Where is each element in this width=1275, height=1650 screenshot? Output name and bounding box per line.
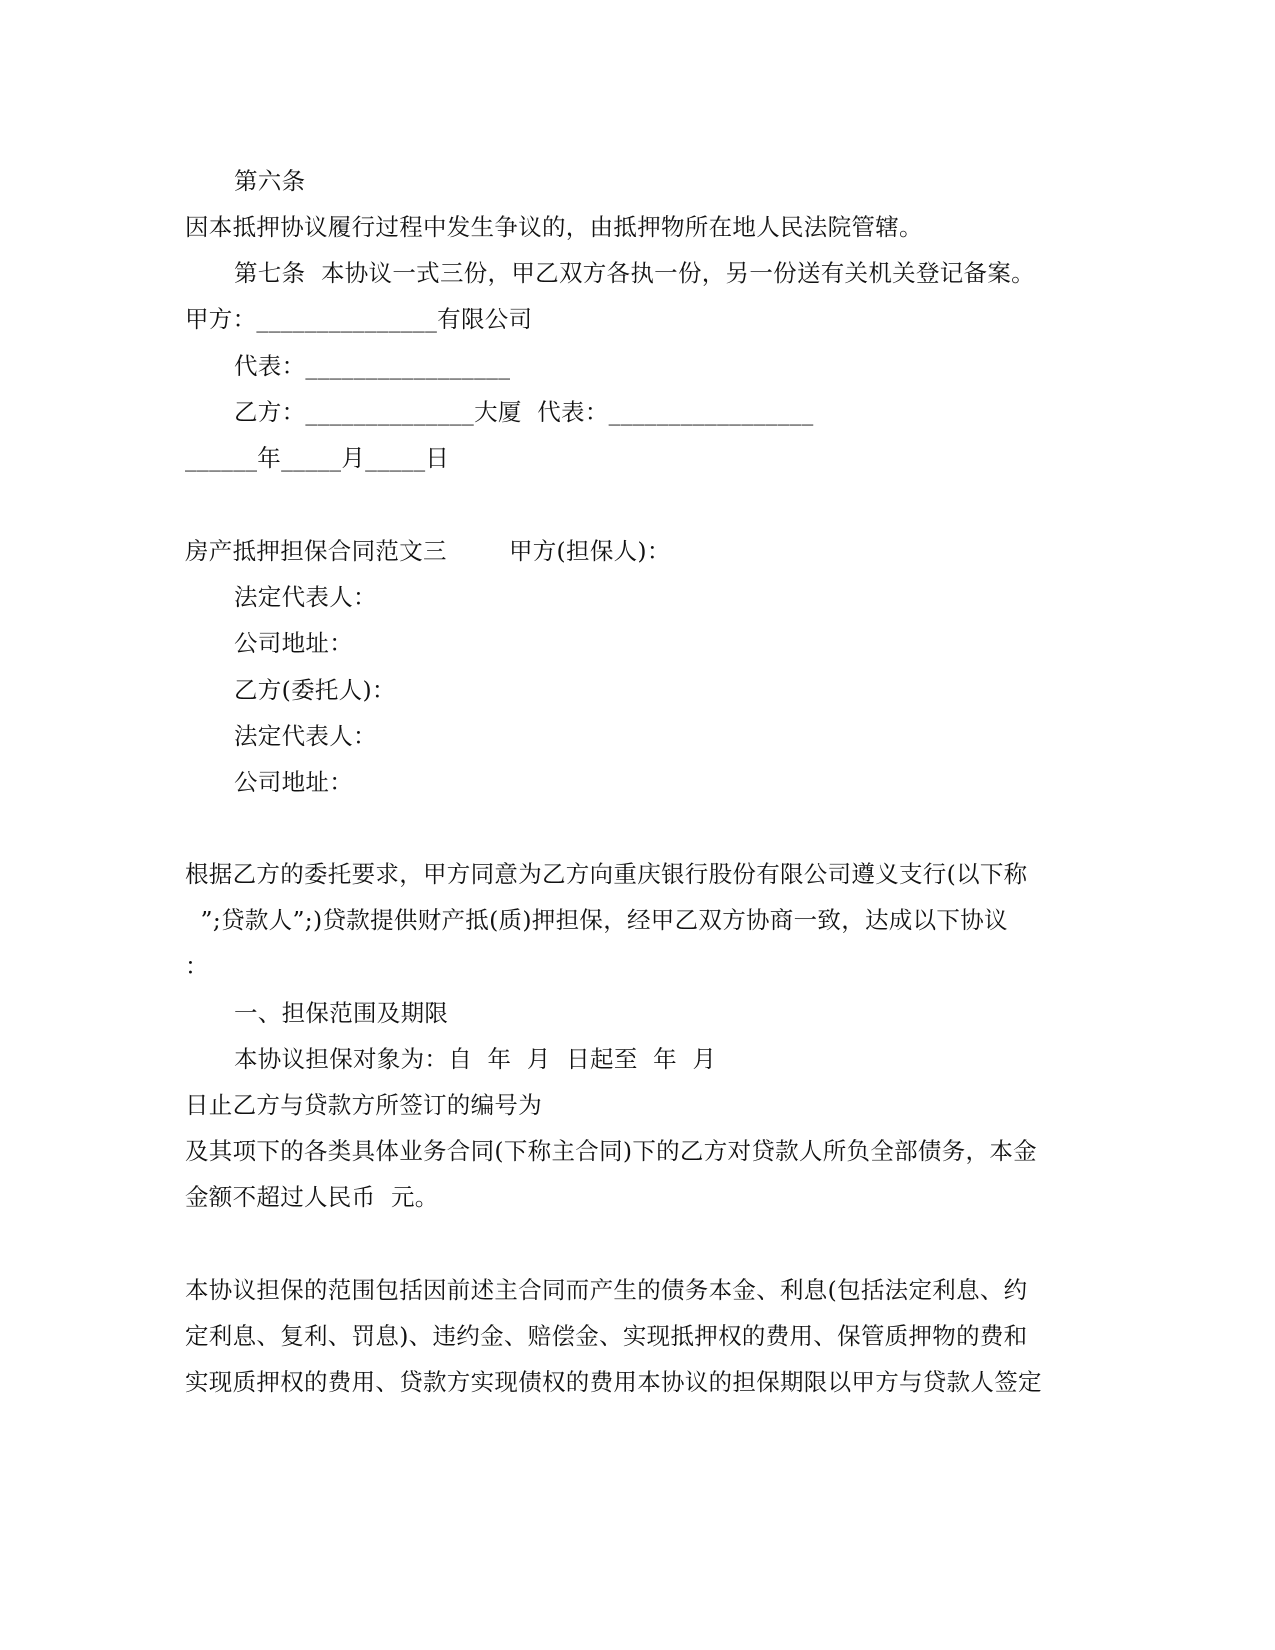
- body-paragraph-line: 本协议担保对象为：自 年 月 日起至 年 月: [234, 1045, 717, 1073]
- clause-1-heading: 一、担保范围及期限: [234, 999, 449, 1027]
- body-paragraph-line: ”;贷款人”;)贷款提供财产抵(质)押担保，经甲乙双方协商一致，达成以下协议: [185, 906, 1008, 934]
- article-6-text: 因本抵押协议履行过程中发生争议的，由抵押物所在地人民法院管辖。: [185, 213, 923, 241]
- section-title: 房产抵押担保合同范文三 甲方(担保人)：: [185, 537, 671, 565]
- article-6-heading: 第六条: [234, 167, 306, 195]
- party-b-label: 乙方(委托人)：: [234, 676, 396, 704]
- date-line: ______年_____月_____日: [185, 444, 450, 472]
- body-paragraph-line: 根据乙方的委托要求，甲方同意为乙方向重庆银行股份有限公司遵义支行(以下称: [185, 860, 1028, 888]
- body-paragraph-line: 及其项下的各类具体业务合同(下称主合同)下的乙方对贷款人所负全部债务，本金: [185, 1137, 1037, 1165]
- body-paragraph-line: 实现质押权的费用、贷款方实现债权的费用本协议的担保期限以甲方与贷款人签定: [185, 1368, 1042, 1396]
- legal-representative-label: 法定代表人：: [234, 583, 377, 611]
- body-paragraph-line: 定利息、复利、罚息)、违约金、赔偿金、实现抵押权的费用、保管质押物的费和: [185, 1322, 1028, 1350]
- article-7-text: 第七条 本协议一式三份，甲乙双方各执一份，另一份送有关机关登记备案。: [234, 259, 1035, 287]
- body-paragraph-line: 金额不超过人民币 元。: [185, 1183, 439, 1211]
- company-address-label-2: 公司地址：: [234, 768, 353, 796]
- party-b-signature-line: 乙方：______________大厦 代表：_________________: [234, 398, 814, 426]
- body-paragraph-line: 本协议担保的范围包括因前述主合同而产生的债务本金、利息(包括法定利息、约: [185, 1276, 1028, 1304]
- body-paragraph-line: 日止乙方与贷款方所签订的编号为: [185, 1091, 542, 1119]
- party-a-signature-line: 甲方：_______________有限公司: [185, 305, 533, 333]
- legal-representative-label-2: 法定代表人：: [234, 722, 377, 750]
- representative-line: 代表：_________________: [234, 352, 511, 380]
- body-paragraph-line: ：: [185, 952, 209, 980]
- company-address-label: 公司地址：: [234, 629, 353, 657]
